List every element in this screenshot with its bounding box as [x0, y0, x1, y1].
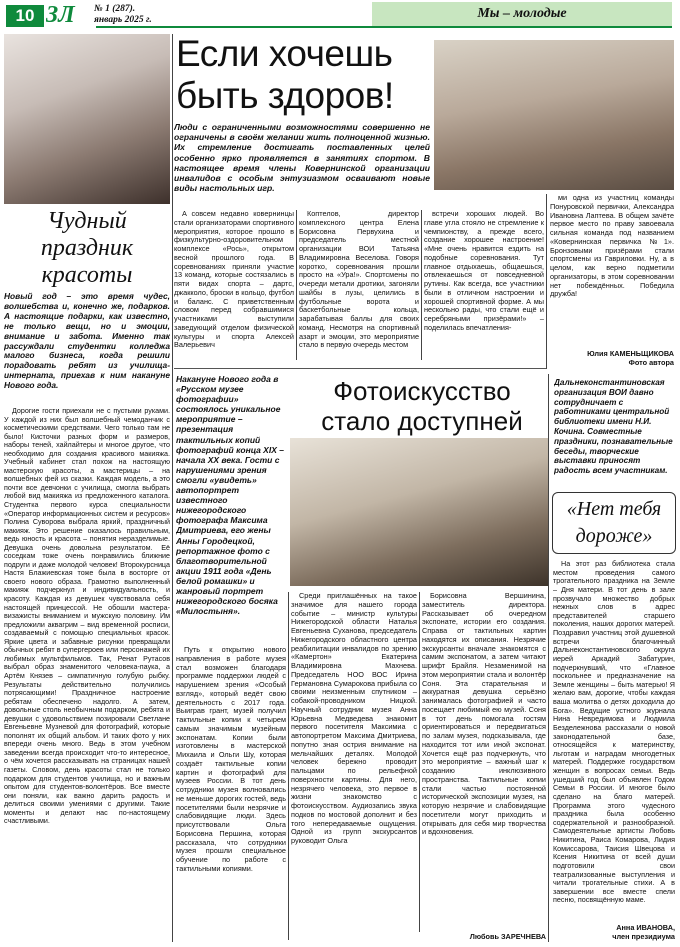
photo-art-signature: Любовь ЗАРЕЧНЕВА	[469, 932, 546, 941]
health-col3: встречи хороших людей. Во главе угла стояло не стремление к чемпионству, а прежде всего, создание хорошее настроение! «Мне очень нравится ездить на подобные соревнования. Тут главное отдыхаешь, общаешься, отвлекаешься от повседневной рутины. Как всегда, все участники были в отличном настроении и хорошей спортивной форме. А мы нескольно рады, что стали ещё и серебряными призёрами!» – поделилась впечатления-	[424, 210, 544, 332]
health-col1: А совсем недавно ковернинцы стали организаторами спортивного мероприятия, которое прошло в физкультурно-оздоровительном комплексе «Рось», открытом весной прошлого года. В соревнованиях приняли участие 13 команд, которые состязались в пяти видах спорта – дартс, джакколо, броски в кольцо, футбол и баланс. С приветственным словом перед собравшимися участниками выступили заведующий отделом физической культуры и спорта Алексей Валерьевич	[174, 210, 294, 350]
photo-art-col2: Среди приглашённых на такое значимое для нашего города событие – министр культуры Нижегородской области Наталья Евгеньевна Суханова, председатель Нижегородского областного центра реабилитации инвалидов по зрению «Камертон» Екатерина Владимировна Махнева. Председатель НОО ВОС Ирина Германовна Сумарокова прибыла со своими неизменным спутником – собакой-проводником Ницкой. Научный сотрудник музея Анна Юрьевна Медведева знакомит первого посетителя Максимиа с автопортретом Максима Дмитриева, попутно зная острия внимание на мельчайших деталях. Молодой человек бережно проводит пальцами по рельефной поверхности картины. Для него, незрячего человека, это первое в жизни знакомство с фотоискусством. Аудиозапись звука подков по мостовой дополнит и без того непередаваемые ощущения. Одной из групп экскурсантов руководит Ольга	[291, 592, 417, 845]
header-rule	[96, 26, 672, 28]
health-signature: Юлия КАМЕНЬЩИКОВА	[587, 349, 674, 358]
beauty-title-line3: красоты	[41, 262, 133, 288]
section-title: Мы – молодые	[477, 6, 567, 21]
health-lead: Люди с ограниченными возможностями совершенно не ограничены в своём желании жить полноценной жизнью. Их стремление достигать поставленных целей особенно ярко проявляется в занятиях спортом. В настоящее время члены Ковернинской организации инвалидов с особым энтузиазмом осваивают новые виды настольных игр.	[174, 122, 430, 194]
mother-signature: Анна ИВАНОВА,	[616, 923, 675, 932]
beauty-title-line1: Чудный	[47, 208, 127, 234]
health-col2: Коптелов, директор комплексного центра Елена Борисовна Первухина и председатель местной организации ВОИ Татьяна Владимировна Веселова. Говоря коротко, соревнования прошли просто на «Ура!». Спортсмены по очереди метали дротики, загоняли шайбы в лузы, целились в футбольные ворота и баскетбольные кольца, зарабатывая баллы для своих команд. Несмотря на спортивный азарт и эмоции, это мероприятие стало в первую очередь местом	[299, 210, 419, 350]
photo-table-game	[434, 40, 674, 190]
mother-title-line1: «Нет тебя	[566, 498, 662, 520]
photo-art-title-line2: стало доступней	[321, 406, 523, 436]
health-bottom-rule	[174, 368, 546, 369]
mother-lead: Дальнеконстантиновская организация ВОИ давно сотрудничает с работниками центральной библиотеки имени Н.И. Кочина. Совместные праздники, познавательные беседы, творческие выставки приносят радость всем участникам.	[554, 378, 673, 476]
mother-title-line2: дороже»	[575, 525, 653, 547]
health-photo-credit: Фото автора	[628, 358, 674, 367]
page-number: 10	[6, 5, 44, 27]
mother-body: На этот раз библиотека стала местом проведения самого трогательного праздника на Земле – Дня матери. В тот день в зале прозвучало множество добрых нежных слов в адрес представителей старшего поколения, наших дорогих матерей. Поздравил участниц этой душевной встречи благочинный Дальнеконстантиновского округа иерей Аркадий Забатурин, подчеркнувший, что «Главное поскольнее и предназначение на Земле женщины – быть матерью! Я желаю вам, дорогие, чтобы каждая ваша молитва о детях доходила до Бога». Ведущие устного журнала Нина Невредимова и Людмила Бездележнова рассказали о новой законодательной базе, относящейся к материнству, льготам и наградам многодетных матерей. Поддержке государством женщин в вопросах семьи. Ведь ушедший год был объявлен Годом Семьи в России. И многое было сделано на благо матерей. Программа этого чудесного праздника была особенно содержательной и разнообразной. Самодеятельные артисты Любовь Никитина, Раиса Комарова, Лидия Комиссарова, Таисия Швецова и Ксения Никитина от всей души подготовили свои театрализованные выступления и читали трогательные стихи. А в завершении все вместе спели песню, посвящённую маме.	[553, 560, 675, 905]
beauty-body: Дорогие гости приехали не с пустыми руками. У каждой из них был волшебный чемоданчик с косметическими средствами. Чего только там не было! Кисточки разных форм и размеров, наборы теней, хайлайтеры и многое другое, что необходимо для создания красивого макияжа. Учебный кабинет стал похож на настоящую мастерскую красоты, а мастерицы – на волшебных фей из сказки. Каждая модель, а это почти все девчонки с училища, смогла выбрать любой вид макияжа из предложенного каталога. Студентка первого курса специальности «Оператор информационных систем и ресурсов» Полина Суворова выбрала яркий, праздничный макияж. Это решение оказалось правильным, ведь юность и красота – понятия неразделимые. Девушка очень довольна результатом. Её соседкам тоже очень понравились ближние подруги и даже молодой человек! Второкурсница Настя Блажиевская тоже была в восторге от своего нового образа. Грамотно выполненный макияж подчеркнул и индивидуальность, и красоту. Каждая из девушек чувствовала себя настоящей принцессой. Не обошли мастера-визажисты вниманием и мужскую половину. Им предложили аквагрим – вид временной росписи, создаваемый с помощью специальных красок. Яркие цвета и забавные рисунки превращали обычных ребят в супергероев или персонажей их любимых мультфильмов. Так, Ренат Рутасов выбрал образ знаменитого человека-паука, а Артём Князев – симпатичную голубую рыбку. Результаты действительно получились потрясающими! Праздничное настроение ребятам обеспечено надолго. А затем, довольные столь необычным подарком, ребята и девушки с удовольствием позировали Светлане Евгеньевне Музневой для фотографий, которые пополнят их общий альбом. И таких фото у них впереди очень много. Ведь в этом учебном заведении всегда происходит что-то интересное, о чём хочется рассказывать на страницах нашей газеты. Словом, день красоты стал не только подарком для студентов училища, но и важным опытом для студентов-волонтёров. Все вместе они поняли, как важно дарить радость и делиться своими умениями с другими. Такие моменты и делают нас по-настоящему счастливыми.	[4, 407, 170, 826]
photo-art-lead: Накануне Нового года в «Русском музее фотографии» состоялось уникальное мероприятие – презентация тактильных копий фотографий конца XIX – начала XX века. Гости с нарушениями зрения смогли «увидеть» автопортрет известного нижегородского фотографа Максима Дмитриева, его жены Анны Городецкой, репортажное фото с благотворительной акции 1911 года «День белой ромашки» и жанровый портрет нижегородского босяка «Милостыня».	[176, 374, 284, 617]
health-title-line2: быть здоров!	[176, 75, 394, 116]
mother-signature-role: член президиума	[612, 932, 675, 941]
photo-art-col3: Борисовна Вершинина, заместитель директора. Рассказывает об очередном экспонате, истории его создания. Справа от тактильных картин находятся их описания. Незрячие экскурсанты вначале знакомятся с самим экспонатом, а затем читают шрифт Брайля. Незаменимой на этом мероприятии стала и волонтёр Соня. Эта старательная и аккуратная девушка серьёзно занималась фотографией и часто посещает любимый ею музей. Соня в тот день помогала гостям ориентироваться и передвигаться по залам музея, подсказывала, где находится тот или иной экспонат. Хочется ещё раз подчеркнуть, что это мероприятие – важный шаг к созданию инклюзивного пространства. Тактильные копии стали частью постоянной исторической экспозиции музея, на которую незрячие и слабовидящие посетители могут приходить и открывать для себя мир творчества и вдохновения.	[422, 592, 546, 837]
beauty-title-line2: праздник	[40, 235, 134, 261]
issue-date: январь 2025 г.	[94, 15, 152, 25]
beauty-lead: Новый год – это время чудес, волшебства и, конечно же, подарков. А настоящие подарки, как известно, не только вещи, но и эмоции, внимание и забота. Именно так рассуждали студентки колледжа малого бизнеса, когда решили порадовать ребят из училища-интерната, приехав к ним накануне Нового года.	[4, 292, 170, 391]
health-title-line1: Если хочешь	[176, 33, 393, 74]
newspaper-logo: ЗЛ	[46, 2, 75, 28]
photo-art-title-line1: Фотоискусство	[333, 376, 511, 406]
health-col4: ми одна из участниц команды Понуровской первички, Александра Ивановна Лаптева. В общем зачёте первое место по праву завоевала сильная команда под названием «Ковернинская первичка №1». Бронзовыми призёрами стали спортсмены из Гавриловки. Ну, а в целом, как верно подметили организаторы, в этом соревновании нет побеждённых. Победила дружба!	[550, 194, 674, 299]
photo-makeup	[4, 34, 170, 204]
issue-number: № 1 (287).	[94, 4, 136, 14]
photo-museum-visitors	[290, 438, 548, 586]
photo-art-col1: Путь к открытию нового направления в работе музея стал возможен благодаря программе поддержки людей с нарушением зрения «Особый взгляд», который ведёт свою деятельность с 2017 года. Выиграв грант, музей получил тактильные копии к четырем самым значимым музейным экспонатам. Копии были изготовлены в мастерской Михаила и Ольги Шу, которая создаёт тактильные копии картин и фотографий для музеев России. В тот день сотрудники музея волновались не меньше дорогих гостей, ведь посетителями были незрячие и слабовидящие люди. Здесь присутствовали Ольга Борисовна Першина, которая рассказала, что сотрудники музея прошли специальное обучение по работе с тактильными копиями.	[176, 646, 286, 873]
page-header	[0, 0, 680, 30]
